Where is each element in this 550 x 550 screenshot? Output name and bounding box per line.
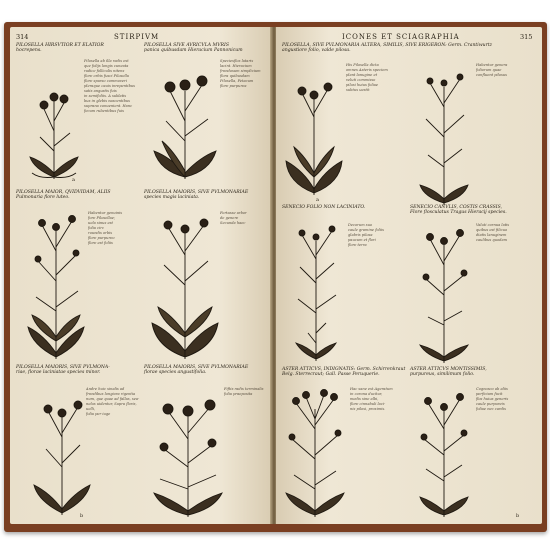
running-head: ICONES ET SCIAGRAPHIA: [342, 33, 460, 41]
descriptive-text: Fiftis radix terminalis folia praeposita: [224, 387, 264, 396]
descriptive-text: Cognosco ab aliis perficiam facit flos huius generis caule purpureis foliae nec cardis: [476, 387, 509, 411]
woodcut-plant-illustration: [32, 387, 92, 517]
plant-caption: SENECIO FOLIO NON LACINIATO.: [282, 205, 366, 210]
descriptive-text: Fortasse arbor de genere Secunda haec: [220, 211, 247, 225]
woodcut-plant-illustration: [282, 389, 348, 519]
descriptive-text: Decorum suo caule gramine foliis glabris pilosa paucum et flori flore terra: [348, 223, 384, 247]
woodcut-plant-illustration: [26, 211, 86, 361]
plant-caption: PILOSELLA MAIORIS, SIVE PVLMONA- riae, florae laciniatae species minor.: [16, 365, 110, 376]
right-page: [276, 27, 542, 524]
descriptive-text: Valuti cornua latis quibus est filicuo diatis lanuginem caulibus quodam: [476, 223, 510, 242]
plant-caption: PILOSELLA, SIVE PVLMONARIA ALTERA, SIMILIS, SIVE ERIGERON: Germ. Crantiwurtz angustiore folio, valde pilosa.: [282, 43, 493, 54]
plant-caption: SENECIO CANVLIS, COSTIS CRASSIS, Flore flosculatus Tragus Hieracij species.: [410, 205, 507, 216]
figure-mark: a: [72, 177, 75, 183]
woodcut-plant-illustration: [150, 61, 220, 181]
descriptive-text: Andre huic sinalis ad frondibus longiora rigentia num, que quae ad fallas, sea- nelos uidentur, Sapra floris, uelli, folia per iuge: [86, 387, 140, 416]
descriptive-text: His Pilosella dicta omnes Asteris speciem plant lanugine et veluti commisso pilosi huius foliae subtus uestit: [346, 63, 388, 92]
plant-caption: PILOSELLA MAIORIS, SIVE PVLMONARIAE species magis laciniata.: [144, 190, 249, 201]
running-head: STIRPIVM: [114, 33, 160, 41]
figure-mark: a: [316, 197, 319, 203]
woodcut-plant-illustration: [150, 211, 220, 361]
page-number: 314: [16, 33, 29, 41]
plant-caption: PILOSELLA HIRSVTIOR ET ELATIOR hocrepens.: [16, 43, 104, 54]
woodcut-plant-illustration: [284, 67, 344, 197]
page-number: 315: [520, 33, 533, 41]
plant-caption: PILOSELLA SIVE AVRICVLA MVRIS panica quibusdam Hieracium Pannonicum: [144, 43, 243, 54]
descriptive-text: Pilosella ab illa radix est que folijs longis cuneata radice folliculis nitens flore orbis fusci Pilosella flore sparso commoveri pleraque cauis inrepentibus satis angustis fuis in semifoliis. A sublatis bus in glebis nascentibus suprana conuenient. Hanc fecum rubentibus fuis: [84, 59, 136, 113]
figure-mark: b: [80, 513, 84, 519]
woodcut-plant-illustration: [412, 389, 476, 519]
plant-caption: ASTER ATTICVS MONTISSIMIS, purpureus, similimum folio.: [410, 367, 487, 378]
woodcut-plant-illustration: [286, 223, 346, 363]
descriptive-text: Habentur genera foliorum quae confluent pilosus: [476, 63, 508, 77]
descriptive-text: Hac sane est Ageratum in corona ducitur, medis sine albi, flore cinnabuli laci- nis pilosi, proximis.: [350, 387, 393, 411]
figure-mark: b: [516, 513, 520, 519]
left-page: [10, 27, 272, 524]
descriptive-text: Speciesflos lataris lacint. Hieracium frondosum simplicium flora quibusdam Pilosella, Fetacum flore purpurea: [220, 59, 261, 88]
woodcut-plant-illustration: [26, 61, 82, 181]
woodcut-plant-illustration: [414, 67, 474, 207]
plant-caption: PILOSELLA MAIORIS, SIVE PVLMONARIAE florae species angustifolia.: [144, 365, 249, 376]
plant-caption: PILOSELLA MAIOR, QVIDVIDAM, ALIIS Pulmonaria flore luteo.: [16, 190, 111, 201]
woodcut-plant-illustration: [412, 225, 476, 365]
plant-caption: ASTER ATTICVS, INDIGNATIS: Germ. Schirrenkraut Belg. Sterrecraut; Gall. Passe Peruquerie.: [282, 367, 406, 378]
descriptive-text: Habentur genuinis fore Pilosellae; uela sinus est folia circ roundis orbis flore purpureo flore est foliis: [88, 211, 123, 245]
woodcut-plant-illustration: [148, 389, 228, 519]
